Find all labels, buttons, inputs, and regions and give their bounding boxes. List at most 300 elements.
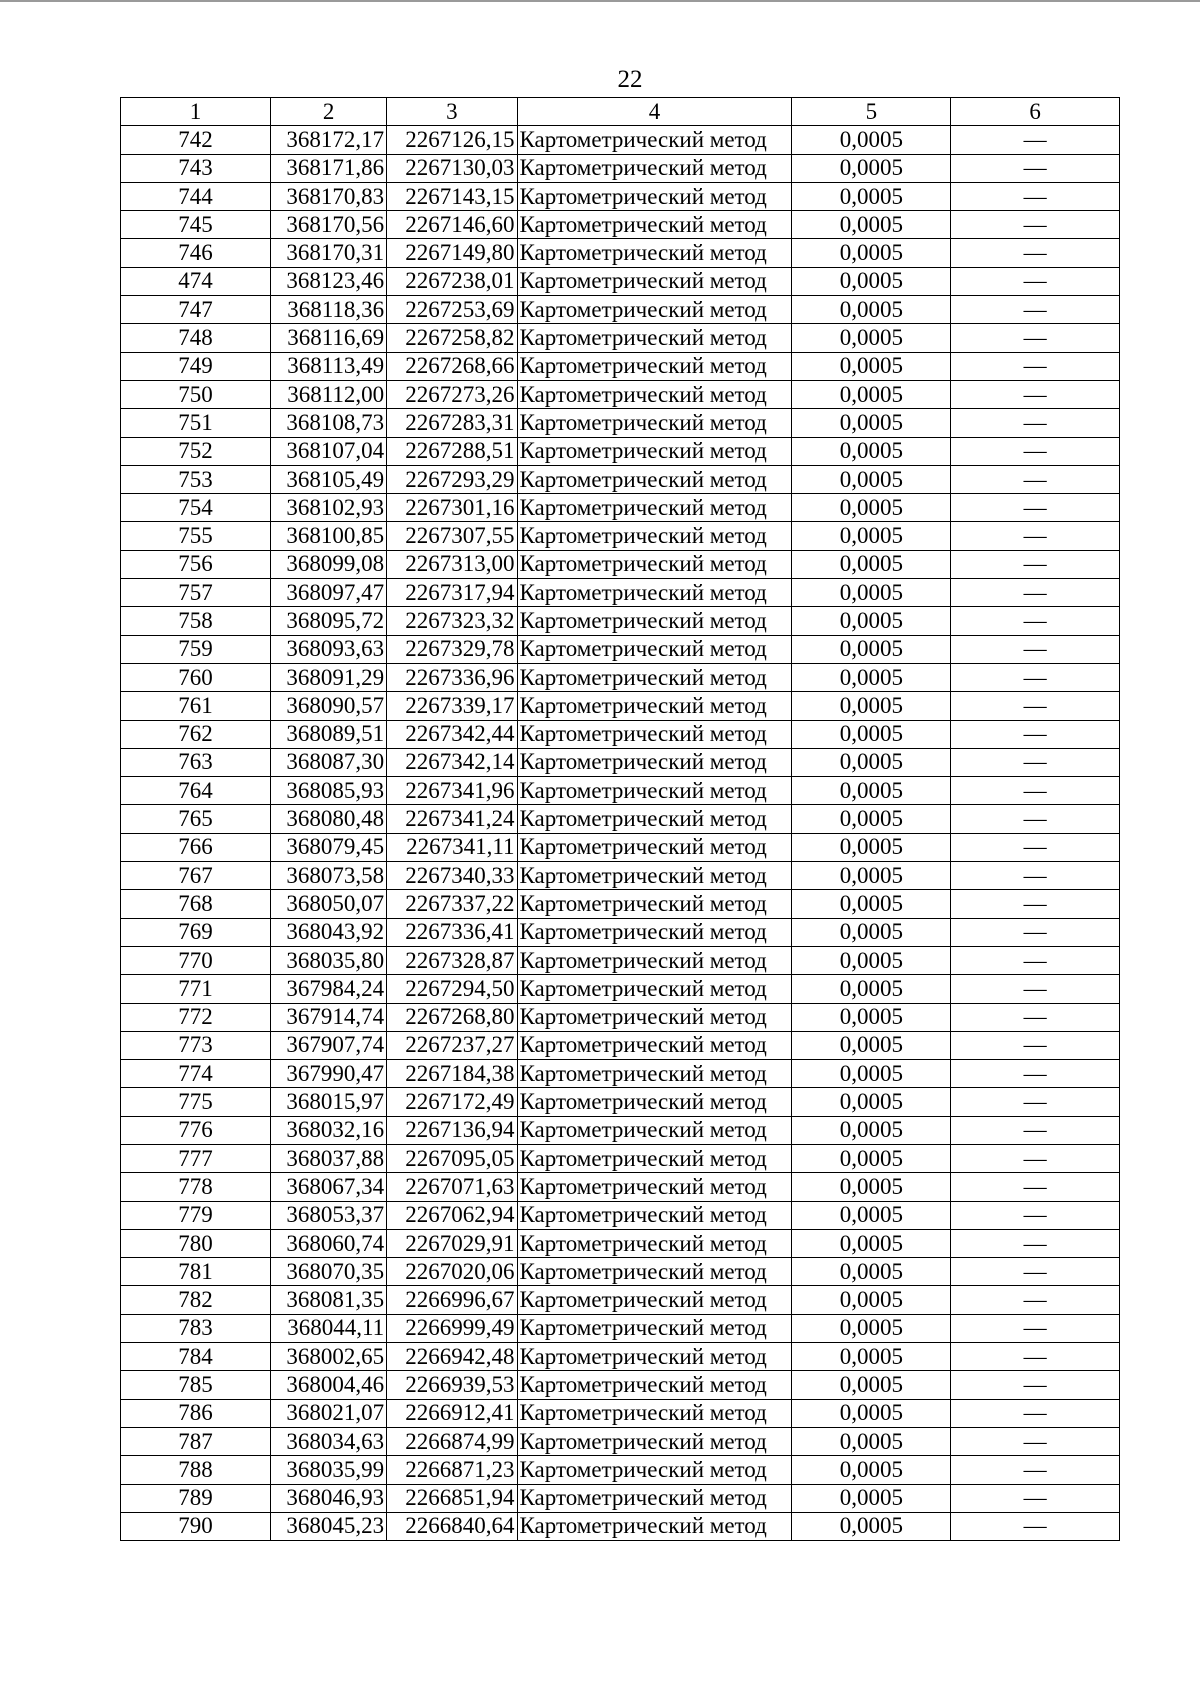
description-cell: —	[951, 579, 1120, 607]
point-number-cell: 742	[121, 126, 271, 154]
method-cell: Картометрический метод	[517, 324, 792, 352]
x-coordinate-cell: 368108,73	[271, 409, 387, 437]
y-coordinate-cell: 2266871,23	[387, 1456, 517, 1484]
table-row	[121, 267, 1120, 295]
description-cell: —	[951, 720, 1120, 748]
table-row	[121, 494, 1120, 522]
table-row	[121, 1060, 1120, 1088]
description-cell: —	[951, 550, 1120, 578]
table-row	[121, 833, 1120, 861]
method-cell: Картометрический метод	[517, 862, 792, 890]
y-coordinate-cell: 2267293,29	[387, 465, 517, 493]
x-coordinate-cell: 368081,35	[271, 1286, 387, 1314]
x-coordinate-cell: 368035,80	[271, 946, 387, 974]
method-cell: Картометрический метод	[517, 1286, 792, 1314]
method-cell: Картометрический метод	[517, 975, 792, 1003]
point-number-cell: 747	[121, 296, 271, 324]
y-coordinate-cell: 2267273,26	[387, 380, 517, 408]
x-coordinate-cell: 368171,86	[271, 154, 387, 182]
error-cell: 0,0005	[792, 465, 951, 493]
y-coordinate-cell: 2267146,60	[387, 211, 517, 239]
method-cell: Картометрический метод	[517, 182, 792, 210]
x-coordinate-cell: 368087,30	[271, 748, 387, 776]
point-number-cell: 778	[121, 1173, 271, 1201]
table-row	[121, 1088, 1120, 1116]
error-cell: 0,0005	[792, 437, 951, 465]
method-cell: Картометрический метод	[517, 946, 792, 974]
point-number-cell: 743	[121, 154, 271, 182]
x-coordinate-cell: 368046,93	[271, 1484, 387, 1512]
error-cell: 0,0005	[792, 1456, 951, 1484]
y-coordinate-cell: 2267341,11	[387, 833, 517, 861]
description-cell: —	[951, 946, 1120, 974]
y-coordinate-cell: 2266939,53	[387, 1371, 517, 1399]
point-number-cell: 776	[121, 1116, 271, 1144]
x-coordinate-cell: 368170,56	[271, 211, 387, 239]
y-coordinate-cell: 2267328,87	[387, 946, 517, 974]
table-row	[121, 465, 1120, 493]
table-row	[121, 1003, 1120, 1031]
error-cell: 0,0005	[792, 663, 951, 691]
point-number-cell: 758	[121, 607, 271, 635]
description-cell: —	[951, 1144, 1120, 1172]
x-coordinate-cell: 368060,74	[271, 1229, 387, 1257]
description-cell: —	[951, 1512, 1120, 1540]
x-coordinate-cell: 368100,85	[271, 522, 387, 550]
table-row	[121, 522, 1120, 550]
x-coordinate-cell: 368093,63	[271, 635, 387, 663]
point-number-cell: 746	[121, 239, 271, 267]
point-number-cell: 765	[121, 805, 271, 833]
error-cell: 0,0005	[792, 1484, 951, 1512]
error-cell: 0,0005	[792, 1088, 951, 1116]
error-cell: 0,0005	[792, 1116, 951, 1144]
method-cell: Картометрический метод	[517, 1343, 792, 1371]
description-cell: —	[951, 1060, 1120, 1088]
method-cell: Картометрический метод	[517, 380, 792, 408]
y-coordinate-cell: 2267341,96	[387, 777, 517, 805]
table-row	[121, 1343, 1120, 1371]
error-cell: 0,0005	[792, 182, 951, 210]
x-coordinate-cell: 368097,47	[271, 579, 387, 607]
x-coordinate-cell: 368089,51	[271, 720, 387, 748]
y-coordinate-cell: 2266996,67	[387, 1286, 517, 1314]
point-number-cell: 788	[121, 1456, 271, 1484]
table-row	[121, 1144, 1120, 1172]
x-coordinate-cell: 368172,17	[271, 126, 387, 154]
description-cell: —	[951, 777, 1120, 805]
point-number-cell: 789	[121, 1484, 271, 1512]
table-row	[121, 380, 1120, 408]
table-header-row	[121, 98, 1120, 126]
y-coordinate-cell: 2267336,96	[387, 663, 517, 691]
point-number-cell: 771	[121, 975, 271, 1003]
error-cell: 0,0005	[792, 579, 951, 607]
table-row	[121, 805, 1120, 833]
table-row	[121, 126, 1120, 154]
table-row	[121, 1201, 1120, 1229]
description-cell: —	[951, 465, 1120, 493]
x-coordinate-cell: 368070,35	[271, 1258, 387, 1286]
point-number-cell: 752	[121, 437, 271, 465]
y-coordinate-cell: 2267341,24	[387, 805, 517, 833]
x-coordinate-cell: 368118,36	[271, 296, 387, 324]
table-row	[121, 862, 1120, 890]
point-number-cell: 779	[121, 1201, 271, 1229]
x-coordinate-cell: 368037,88	[271, 1144, 387, 1172]
x-coordinate-cell: 368067,34	[271, 1173, 387, 1201]
point-number-cell: 744	[121, 182, 271, 210]
method-cell: Картометрический метод	[517, 1399, 792, 1427]
error-cell: 0,0005	[792, 946, 951, 974]
table-row	[121, 748, 1120, 776]
method-cell: Картометрический метод	[517, 918, 792, 946]
x-coordinate-cell: 368073,58	[271, 862, 387, 890]
error-cell: 0,0005	[792, 1144, 951, 1172]
x-coordinate-cell: 368034,63	[271, 1427, 387, 1455]
table-row	[121, 1427, 1120, 1455]
table-row	[121, 1512, 1120, 1540]
y-coordinate-cell: 2267184,38	[387, 1060, 517, 1088]
x-coordinate-cell: 368085,93	[271, 777, 387, 805]
y-coordinate-cell: 2267136,94	[387, 1116, 517, 1144]
y-coordinate-cell: 2266942,48	[387, 1343, 517, 1371]
x-coordinate-cell: 368116,69	[271, 324, 387, 352]
x-coordinate-cell: 368002,65	[271, 1343, 387, 1371]
x-coordinate-cell: 368043,92	[271, 918, 387, 946]
table-row	[121, 1456, 1120, 1484]
method-cell: Картометрический метод	[517, 720, 792, 748]
point-number-cell: 772	[121, 1003, 271, 1031]
description-cell: —	[951, 1286, 1120, 1314]
method-cell: Картометрический метод	[517, 1201, 792, 1229]
method-cell: Картометрический метод	[517, 805, 792, 833]
x-coordinate-cell: 368102,93	[271, 494, 387, 522]
error-cell: 0,0005	[792, 777, 951, 805]
point-number-cell: 751	[121, 409, 271, 437]
y-coordinate-cell: 2267317,94	[387, 579, 517, 607]
description-cell: —	[951, 1484, 1120, 1512]
table-row	[121, 720, 1120, 748]
point-number-cell: 790	[121, 1512, 271, 1540]
y-coordinate-cell: 2267307,55	[387, 522, 517, 550]
method-cell: Картометрический метод	[517, 748, 792, 776]
error-cell: 0,0005	[792, 975, 951, 1003]
method-cell: Картометрический метод	[517, 1031, 792, 1059]
table-row	[121, 579, 1120, 607]
method-cell: Картометрический метод	[517, 126, 792, 154]
table-row	[121, 635, 1120, 663]
method-cell: Картометрический метод	[517, 267, 792, 295]
point-number-cell: 777	[121, 1144, 271, 1172]
coordinates-table	[120, 97, 1120, 1541]
point-number-cell: 775	[121, 1088, 271, 1116]
description-cell: —	[951, 1201, 1120, 1229]
y-coordinate-cell: 2266999,49	[387, 1314, 517, 1342]
description-cell: —	[951, 522, 1120, 550]
point-number-cell: 767	[121, 862, 271, 890]
x-coordinate-cell: 368107,04	[271, 437, 387, 465]
x-coordinate-cell: 368170,83	[271, 182, 387, 210]
point-number-cell: 781	[121, 1258, 271, 1286]
point-number-cell: 756	[121, 550, 271, 578]
table-row	[121, 1116, 1120, 1144]
table-row	[121, 607, 1120, 635]
method-cell: Картометрический метод	[517, 663, 792, 691]
y-coordinate-cell: 2267238,01	[387, 267, 517, 295]
table-row	[121, 211, 1120, 239]
error-cell: 0,0005	[792, 1173, 951, 1201]
method-cell: Картометрический метод	[517, 777, 792, 805]
method-cell: Картометрический метод	[517, 1173, 792, 1201]
x-coordinate-cell: 368044,11	[271, 1314, 387, 1342]
description-cell: —	[951, 1399, 1120, 1427]
x-coordinate-cell: 368105,49	[271, 465, 387, 493]
error-cell: 0,0005	[792, 239, 951, 267]
description-cell: —	[951, 805, 1120, 833]
point-number-cell: 780	[121, 1229, 271, 1257]
point-number-cell: 745	[121, 211, 271, 239]
method-cell: Картометрический метод	[517, 1060, 792, 1088]
description-cell: —	[951, 1314, 1120, 1342]
error-cell: 0,0005	[792, 1399, 951, 1427]
point-number-cell: 762	[121, 720, 271, 748]
error-cell: 0,0005	[792, 1258, 951, 1286]
description-cell: —	[951, 211, 1120, 239]
error-cell: 0,0005	[792, 522, 951, 550]
table-row	[121, 777, 1120, 805]
point-number-cell: 764	[121, 777, 271, 805]
point-number-cell: 770	[121, 946, 271, 974]
description-cell: —	[951, 862, 1120, 890]
y-coordinate-cell: 2267288,51	[387, 437, 517, 465]
x-coordinate-cell: 368050,07	[271, 890, 387, 918]
x-coordinate-cell: 367984,24	[271, 975, 387, 1003]
description-cell: —	[951, 437, 1120, 465]
x-coordinate-cell: 368021,07	[271, 1399, 387, 1427]
y-coordinate-cell: 2267336,41	[387, 918, 517, 946]
description-cell: —	[951, 1031, 1120, 1059]
y-coordinate-cell: 2267337,22	[387, 890, 517, 918]
y-coordinate-cell: 2267294,50	[387, 975, 517, 1003]
point-number-cell: 773	[121, 1031, 271, 1059]
x-coordinate-cell: 368080,48	[271, 805, 387, 833]
method-cell: Картометрический метод	[517, 1088, 792, 1116]
y-coordinate-cell: 2267258,82	[387, 324, 517, 352]
error-cell: 0,0005	[792, 1003, 951, 1031]
method-cell: Картометрический метод	[517, 890, 792, 918]
y-coordinate-cell: 2267062,94	[387, 1201, 517, 1229]
description-cell: —	[951, 267, 1120, 295]
description-cell: —	[951, 239, 1120, 267]
description-cell: —	[951, 1088, 1120, 1116]
y-coordinate-cell: 2267237,27	[387, 1031, 517, 1059]
y-coordinate-cell: 2267095,05	[387, 1144, 517, 1172]
y-coordinate-cell: 2267342,14	[387, 748, 517, 776]
description-cell: —	[951, 494, 1120, 522]
table-row	[121, 918, 1120, 946]
error-cell: 0,0005	[792, 720, 951, 748]
error-cell: 0,0005	[792, 1031, 951, 1059]
y-coordinate-cell: 2267268,80	[387, 1003, 517, 1031]
description-cell: —	[951, 296, 1120, 324]
x-coordinate-cell: 368045,23	[271, 1512, 387, 1540]
y-coordinate-cell: 2267342,44	[387, 720, 517, 748]
table-row	[121, 1399, 1120, 1427]
table-row	[121, 1484, 1120, 1512]
x-coordinate-cell: 368123,46	[271, 267, 387, 295]
x-coordinate-cell: 367990,47	[271, 1060, 387, 1088]
x-coordinate-cell: 367914,74	[271, 1003, 387, 1031]
column-header: 5	[792, 98, 951, 126]
x-coordinate-cell: 368113,49	[271, 352, 387, 380]
y-coordinate-cell: 2267071,63	[387, 1173, 517, 1201]
x-coordinate-cell: 368091,29	[271, 663, 387, 691]
point-number-cell: 785	[121, 1371, 271, 1399]
description-cell: —	[951, 126, 1120, 154]
column-header: 1	[121, 98, 271, 126]
method-cell: Картометрический метод	[517, 1427, 792, 1455]
description-cell: —	[951, 692, 1120, 720]
table-body	[121, 126, 1120, 1541]
y-coordinate-cell: 2267020,06	[387, 1258, 517, 1286]
table-row	[121, 1258, 1120, 1286]
description-cell: —	[951, 1258, 1120, 1286]
y-coordinate-cell: 2266851,94	[387, 1484, 517, 1512]
x-coordinate-cell: 368004,46	[271, 1371, 387, 1399]
x-coordinate-cell: 368099,08	[271, 550, 387, 578]
error-cell: 0,0005	[792, 635, 951, 663]
point-number-cell: 761	[121, 692, 271, 720]
description-cell: —	[951, 1003, 1120, 1031]
point-number-cell: 755	[121, 522, 271, 550]
error-cell: 0,0005	[792, 1201, 951, 1229]
y-coordinate-cell: 2267126,15	[387, 126, 517, 154]
method-cell: Картометрический метод	[517, 1484, 792, 1512]
description-cell: —	[951, 154, 1120, 182]
y-coordinate-cell: 2267323,32	[387, 607, 517, 635]
method-cell: Картометрический метод	[517, 692, 792, 720]
method-cell: Картометрический метод	[517, 1314, 792, 1342]
table-row	[121, 1371, 1120, 1399]
method-cell: Картометрический метод	[517, 352, 792, 380]
point-number-cell: 474	[121, 267, 271, 295]
error-cell: 0,0005	[792, 1427, 951, 1455]
description-cell: —	[951, 1173, 1120, 1201]
x-coordinate-cell: 368079,45	[271, 833, 387, 861]
error-cell: 0,0005	[792, 409, 951, 437]
table-row	[121, 352, 1120, 380]
y-coordinate-cell: 2267130,03	[387, 154, 517, 182]
column-header: 3	[387, 98, 517, 126]
x-coordinate-cell: 368035,99	[271, 1456, 387, 1484]
error-cell: 0,0005	[792, 154, 951, 182]
table-row	[121, 1173, 1120, 1201]
table-row	[121, 182, 1120, 210]
method-cell: Картометрический метод	[517, 1144, 792, 1172]
description-cell: —	[951, 918, 1120, 946]
method-cell: Картометрический метод	[517, 522, 792, 550]
y-coordinate-cell: 2267329,78	[387, 635, 517, 663]
y-coordinate-cell: 2267172,49	[387, 1088, 517, 1116]
page-number: 22	[617, 66, 643, 93]
table-row	[121, 1286, 1120, 1314]
method-cell: Картометрический метод	[517, 579, 792, 607]
description-cell: —	[951, 1116, 1120, 1144]
error-cell: 0,0005	[792, 324, 951, 352]
description-cell: —	[951, 352, 1120, 380]
method-cell: Картометрический метод	[517, 296, 792, 324]
table-row	[121, 663, 1120, 691]
description-cell: —	[951, 1456, 1120, 1484]
point-number-cell: 786	[121, 1399, 271, 1427]
error-cell: 0,0005	[792, 862, 951, 890]
method-cell: Картометрический метод	[517, 1371, 792, 1399]
point-number-cell: 784	[121, 1343, 271, 1371]
point-number-cell: 774	[121, 1060, 271, 1088]
y-coordinate-cell: 2267339,17	[387, 692, 517, 720]
error-cell: 0,0005	[792, 1343, 951, 1371]
point-number-cell: 783	[121, 1314, 271, 1342]
point-number-cell: 787	[121, 1427, 271, 1455]
method-cell: Картометрический метод	[517, 211, 792, 239]
table-row	[121, 1314, 1120, 1342]
error-cell: 0,0005	[792, 380, 951, 408]
description-cell: —	[951, 635, 1120, 663]
point-number-cell: 749	[121, 352, 271, 380]
method-cell: Картометрический метод	[517, 550, 792, 578]
table-row	[121, 154, 1120, 182]
error-cell: 0,0005	[792, 1314, 951, 1342]
method-cell: Картометрический метод	[517, 437, 792, 465]
method-cell: Картометрический метод	[517, 1512, 792, 1540]
description-cell: —	[951, 1229, 1120, 1257]
point-number-cell: 753	[121, 465, 271, 493]
y-coordinate-cell: 2267149,80	[387, 239, 517, 267]
description-cell: —	[951, 607, 1120, 635]
y-coordinate-cell: 2267253,69	[387, 296, 517, 324]
error-cell: 0,0005	[792, 550, 951, 578]
y-coordinate-cell: 2267029,91	[387, 1229, 517, 1257]
point-number-cell: 759	[121, 635, 271, 663]
method-cell: Картометрический метод	[517, 494, 792, 522]
method-cell: Картометрический метод	[517, 1229, 792, 1257]
error-cell: 0,0005	[792, 805, 951, 833]
table-row	[121, 1031, 1120, 1059]
y-coordinate-cell: 2267340,33	[387, 862, 517, 890]
error-cell: 0,0005	[792, 692, 951, 720]
column-header: 4	[517, 98, 792, 126]
error-cell: 0,0005	[792, 296, 951, 324]
error-cell: 0,0005	[792, 126, 951, 154]
error-cell: 0,0005	[792, 1229, 951, 1257]
error-cell: 0,0005	[792, 494, 951, 522]
table-row	[121, 946, 1120, 974]
description-cell: —	[951, 1343, 1120, 1371]
x-coordinate-cell: 368090,57	[271, 692, 387, 720]
description-cell: —	[951, 833, 1120, 861]
error-cell: 0,0005	[792, 918, 951, 946]
method-cell: Картометрический метод	[517, 465, 792, 493]
point-number-cell: 763	[121, 748, 271, 776]
error-cell: 0,0005	[792, 833, 951, 861]
table-row	[121, 975, 1120, 1003]
y-coordinate-cell: 2267301,16	[387, 494, 517, 522]
error-cell: 0,0005	[792, 748, 951, 776]
method-cell: Картометрический метод	[517, 635, 792, 663]
table-row	[121, 692, 1120, 720]
error-cell: 0,0005	[792, 1512, 951, 1540]
